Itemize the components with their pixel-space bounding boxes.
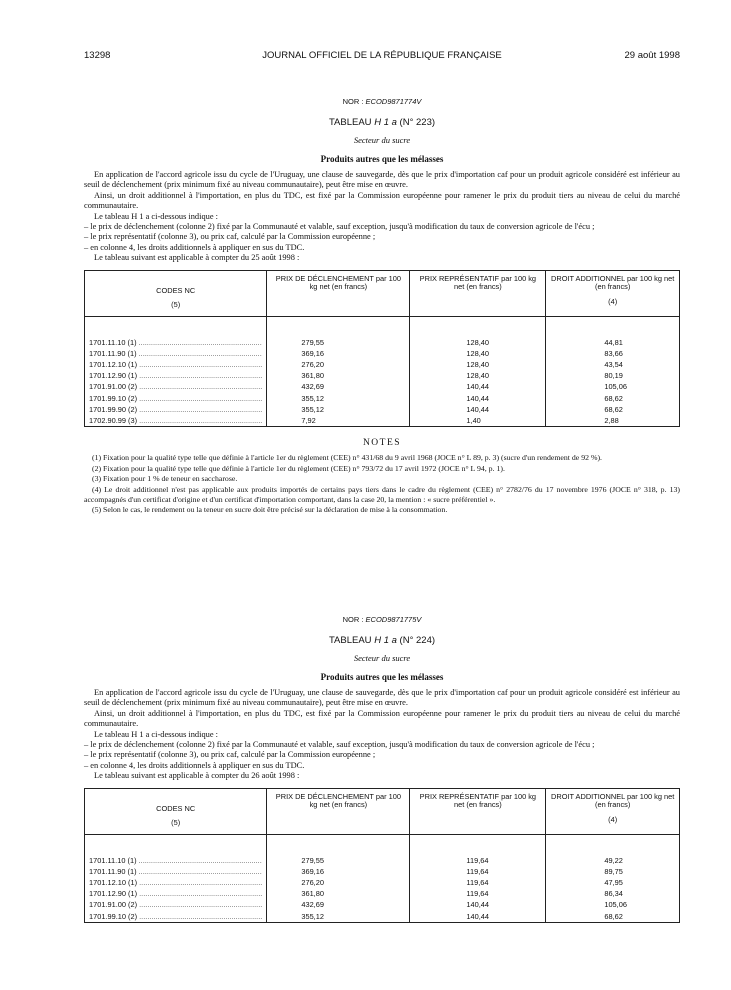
table-body (85, 316, 680, 427)
sector-heading: Secteur du sucre (353, 653, 411, 663)
additional-duty-cell: 68,62 (546, 911, 680, 923)
trigger-price-cell: 7,92 (267, 415, 410, 427)
page-header (84, 50, 680, 64)
header-additional-duty: DROIT ADDITIONNEL par 100 kg net (en francs) (4) (546, 270, 680, 316)
paragraph: En application de l'accord agricole issu du cycle de l'Uruguay, une clause de sauvegarde, dès que le prix d'importation caf pour un produit agricole considéré est inférieur au seuil de déclenchement (prix minimum fixé au niveau communautaire), peut être mise en œuvre. (84, 688, 680, 708)
table-row (85, 381, 680, 392)
table-body (85, 834, 680, 922)
trigger-price-cell: 279,55 (267, 337, 410, 348)
nc-code-cell: 1701.99.10 (2) ............................................................ (85, 911, 267, 923)
note-item: (1) Fixation pour la qualité type telle que définie à l'article 1er du règlement (CEE) n° 431/68 du 9 avril 1968 (JOCE n° L 89, p. 3) (sucre d'un rendement de 92 %). (92, 453, 602, 463)
table-row (85, 337, 680, 348)
representative-price-cell: 140,44 (410, 381, 546, 392)
table-row (85, 393, 680, 404)
nc-code-cell: 1701.12.90 (1) ............................................................ (85, 888, 267, 899)
tableau-h: H 1 a (374, 117, 397, 128)
notes-list (84, 453, 680, 515)
table-spacer-row (85, 834, 680, 855)
trigger-price-cell: 276,20 (267, 877, 410, 888)
additional-duty-cell: 44,81 (546, 337, 680, 348)
leader-dots: ............................................................ (137, 900, 263, 910)
header-representative-price: PRIX REPRÉSENTATIF par 100 kg net (en francs) (410, 788, 546, 834)
representative-price-cell: 128,40 (410, 337, 546, 348)
trigger-price-cell: 432,69 (267, 381, 410, 392)
header-trigger-price: PRIX DE DÉCLENCHEMENT par 100 kg net (en francs) (267, 788, 410, 834)
bullet-item: – en colonne 4, les droits additionnels à appliquer en sus du TDC. (84, 242, 305, 252)
table-row (85, 359, 680, 370)
table-header-row (85, 270, 680, 316)
leader-dots: ............................................................ (136, 866, 262, 876)
table-row (85, 899, 680, 910)
note-item: (3) Fixation pour 1 % de teneur en saccharose. (92, 474, 238, 484)
trigger-price-cell: 361,80 (267, 888, 410, 899)
intro-line: Le tableau H 1 a ci-dessous indique : (94, 729, 218, 739)
body-text (84, 170, 680, 264)
representative-price-cell: 128,40 (410, 348, 546, 359)
trigger-price-cell: 361,80 (267, 370, 410, 381)
bullet-item: – le prix de déclenchement (colonne 2) fixé par la Communauté et valable, sauf exception, jusqu'à modification du taux de conversion agricole de l'écu ; (84, 740, 595, 750)
leader-dots: ............................................................ (137, 878, 263, 888)
table-row (85, 415, 680, 427)
additional-duty-cell: 68,62 (546, 393, 680, 404)
trigger-price-cell: 279,55 (267, 855, 410, 866)
nc-code-cell: 1701.91.00 (2) ............................................................ (85, 899, 267, 910)
additional-duty-cell: 89,75 (546, 866, 680, 877)
products-heading: Produits autres que les mélasses (320, 672, 444, 682)
intro-line: Le tableau H 1 a ci-dessous indique : (94, 211, 218, 221)
paragraph: Ainsi, un droit additionnel à l'importation, en plus du TDC, est fixé par la Commission européenne pour ramener le prix du produit tiers au niveau de celui du marché communautaire. (84, 190, 680, 211)
nc-code-cell: 1701.11.90 (1) ............................................................ (85, 866, 267, 877)
representative-price-cell: 119,64 (410, 877, 546, 888)
trigger-price-cell: 276,20 (267, 359, 410, 370)
leader-dots: ............................................................ (137, 416, 263, 426)
additional-duty-cell: 43,54 (546, 359, 680, 370)
paragraph: En application de l'accord agricole issu du cycle de l'Uruguay, une clause de sauvegarde, dès que le prix d'importation caf pour un produit agricole considéré est inférieur au seuil de déclenchement (prix minimum fixé au niveau communautaire), peut être mise en œuvre. (84, 170, 680, 190)
leader-dots: ............................................................ (136, 348, 262, 358)
body-text (84, 688, 680, 782)
representative-price-cell: 128,40 (410, 370, 546, 381)
leader-dots: ............................................................ (137, 371, 263, 381)
representative-price-cell: 140,44 (410, 899, 546, 910)
tariff-table (84, 788, 680, 923)
tableau-prefix: TABLEAU (328, 117, 375, 128)
nc-code-cell: 1701.12.10 (1) ............................................................ (85, 359, 267, 370)
table-row (85, 888, 680, 899)
leader-dots: ............................................................ (137, 382, 263, 392)
header-trigger-price: PRIX DE DÉCLENCHEMENT par 100 kg net (en francs) (267, 270, 410, 316)
representative-price-cell: 140,44 (410, 393, 546, 404)
bullet-item: – le prix de déclenchement (colonne 2) fixé par la Communauté et valable, sauf exception, jusqu'à modification du taux de conversion agricole de l'écu ; (84, 222, 595, 232)
bullet-item: – le prix représentatif (colonne 3), ou prix caf, calculé par la Commission européenne ; (84, 232, 376, 242)
nc-code-cell: 1701.12.90 (1) ............................................................ (85, 370, 267, 381)
additional-duty-cell: 105,06 (546, 381, 680, 392)
products-heading: Produits autres que les mélasses (320, 154, 444, 164)
leader-dots: ............................................................ (137, 404, 263, 414)
nc-code-cell: 1701.99.10 (2) ............................................................ (85, 393, 267, 404)
bullet-item: – en colonne 4, les droits additionnels à appliquer en sus du TDC. (84, 760, 305, 770)
leader-dots: ............................................................ (136, 337, 262, 347)
table-row (85, 404, 680, 415)
representative-price-cell: 119,64 (410, 866, 546, 877)
leader-dots: ............................................................ (137, 889, 263, 899)
journal-title: JOURNAL OFFICIEL DE LA RÉPUBLIQUE FRANÇAISE (262, 50, 502, 61)
nc-code-cell: 1701.12.10 (1) ............................................................ (85, 877, 267, 888)
trigger-price-cell: 369,16 (267, 348, 410, 359)
table-row (85, 855, 680, 866)
note-item: (4) Le droit additionnel n'est pas applicable aux produits importés de certains pays tiers dans le cadre du règlement (CEE) n° 2782/76 du 17 novembre 1976 (JOCE n° 318, p. 13) accompagnés d'un certificat d'origine et d'un certificat d'importation comportant, dans la case 20, la mention : « sucre préférentiel ». (84, 485, 680, 504)
notes-title: NOTES (362, 438, 402, 449)
additional-duty-cell: 105,06 (546, 899, 680, 910)
nor-code: ECOD9871774V (365, 97, 422, 106)
header-additional-duty: DROIT ADDITIONNEL par 100 kg net (en francs) (4) (546, 788, 680, 834)
trigger-price-cell: 355,12 (267, 404, 410, 415)
tableau-224-section (84, 614, 680, 923)
nor-label: NOR : (342, 97, 364, 106)
trigger-price-cell: 369,16 (267, 866, 410, 877)
tariff-table (84, 270, 680, 428)
nc-code-cell: 1701.91.00 (2) ............................................................ (85, 381, 267, 392)
table-row (85, 911, 680, 923)
header-representative-price: PRIX REPRÉSENTATIF par 100 kg net (en francs) (410, 270, 546, 316)
nc-code-cell: 1702.90.99 (3) ............................................................ (85, 415, 267, 427)
additional-duty-cell: 80,19 (546, 370, 680, 381)
table-row (85, 877, 680, 888)
leader-dots: ............................................................ (137, 911, 263, 921)
table-row (85, 866, 680, 877)
tableau-number: (N° 223) (396, 117, 436, 128)
header-codes-nc: CODES NC (5) (85, 270, 267, 316)
note-item: (2) Fixation pour la qualité type telle que définie à l'article 1er du règlement (CEE) n° 793/72 du 17 avril 1972 (JOCE n° L 94, p. 1). (92, 463, 505, 473)
tableau-title (84, 116, 680, 130)
additional-duty-cell: 49,22 (546, 855, 680, 866)
table-header-row (85, 788, 680, 834)
additional-duty-cell: 68,62 (546, 404, 680, 415)
representative-price-cell: 128,40 (410, 359, 546, 370)
tableau-number: (N° 224) (396, 635, 436, 646)
nc-code-cell: 1701.99.90 (2) ............................................................ (85, 404, 267, 415)
trigger-price-cell: 355,12 (267, 911, 410, 923)
tableau-prefix: TABLEAU (328, 635, 375, 646)
leader-dots: ............................................................ (137, 360, 263, 370)
trigger-price-cell: 355,12 (267, 393, 410, 404)
representative-price-cell: 140,44 (410, 911, 546, 923)
applicable-date-line: Le tableau suivant est applicable à compter du 26 août 1998 : (94, 771, 300, 781)
page-number: 13298 (84, 50, 111, 61)
publication-date: 29 août 1998 (624, 50, 680, 61)
additional-duty-cell: 2,88 (546, 415, 680, 427)
note-item: (5) Selon le cas, le rendement ou la teneur en sucre doit être précisé sur la déclaration de mise à la consommation. (92, 505, 448, 515)
sector-heading: Secteur du sucre (353, 135, 411, 145)
nor-code: ECOD9871775V (365, 615, 422, 624)
tableau-title (84, 634, 680, 648)
additional-duty-cell: 47,95 (546, 877, 680, 888)
representative-price-cell: 1,40 (410, 415, 546, 427)
nor-label: NOR : (342, 615, 364, 624)
trigger-price-cell: 432,69 (267, 899, 410, 910)
nor-reference (84, 96, 680, 108)
leader-dots: ............................................................ (136, 855, 262, 865)
additional-duty-cell: 83,66 (546, 348, 680, 359)
representative-price-cell: 119,64 (410, 888, 546, 899)
nc-code-cell: 1701.11.90 (1) ............................................................ (85, 348, 267, 359)
leader-dots: ............................................................ (137, 393, 263, 403)
bullet-item: – le prix représentatif (colonne 3), ou prix caf, calculé par la Commission européenne ; (84, 750, 376, 760)
tableau-223-section (84, 96, 680, 516)
additional-duty-cell: 86,34 (546, 888, 680, 899)
nc-code-cell: 1701.11.10 (1) ............................................................ (85, 337, 267, 348)
header-codes-nc: CODES NC (5) (85, 788, 267, 834)
applicable-date-line: Le tableau suivant est applicable à compter du 25 août 1998 : (94, 253, 300, 263)
nor-reference (84, 614, 680, 626)
paragraph: Ainsi, un droit additionnel à l'importation, en plus du TDC, est fixé par la Commission européenne pour ramener le prix du produit tiers au niveau de celui du marché communautaire. (84, 708, 680, 729)
representative-price-cell: 140,44 (410, 404, 546, 415)
nc-code-cell: 1701.11.10 (1) ............................................................ (85, 855, 267, 866)
table-row (85, 370, 680, 381)
table-spacer-row (85, 316, 680, 337)
representative-price-cell: 119,64 (410, 855, 546, 866)
tableau-h: H 1 a (374, 635, 397, 646)
table-row (85, 348, 680, 359)
